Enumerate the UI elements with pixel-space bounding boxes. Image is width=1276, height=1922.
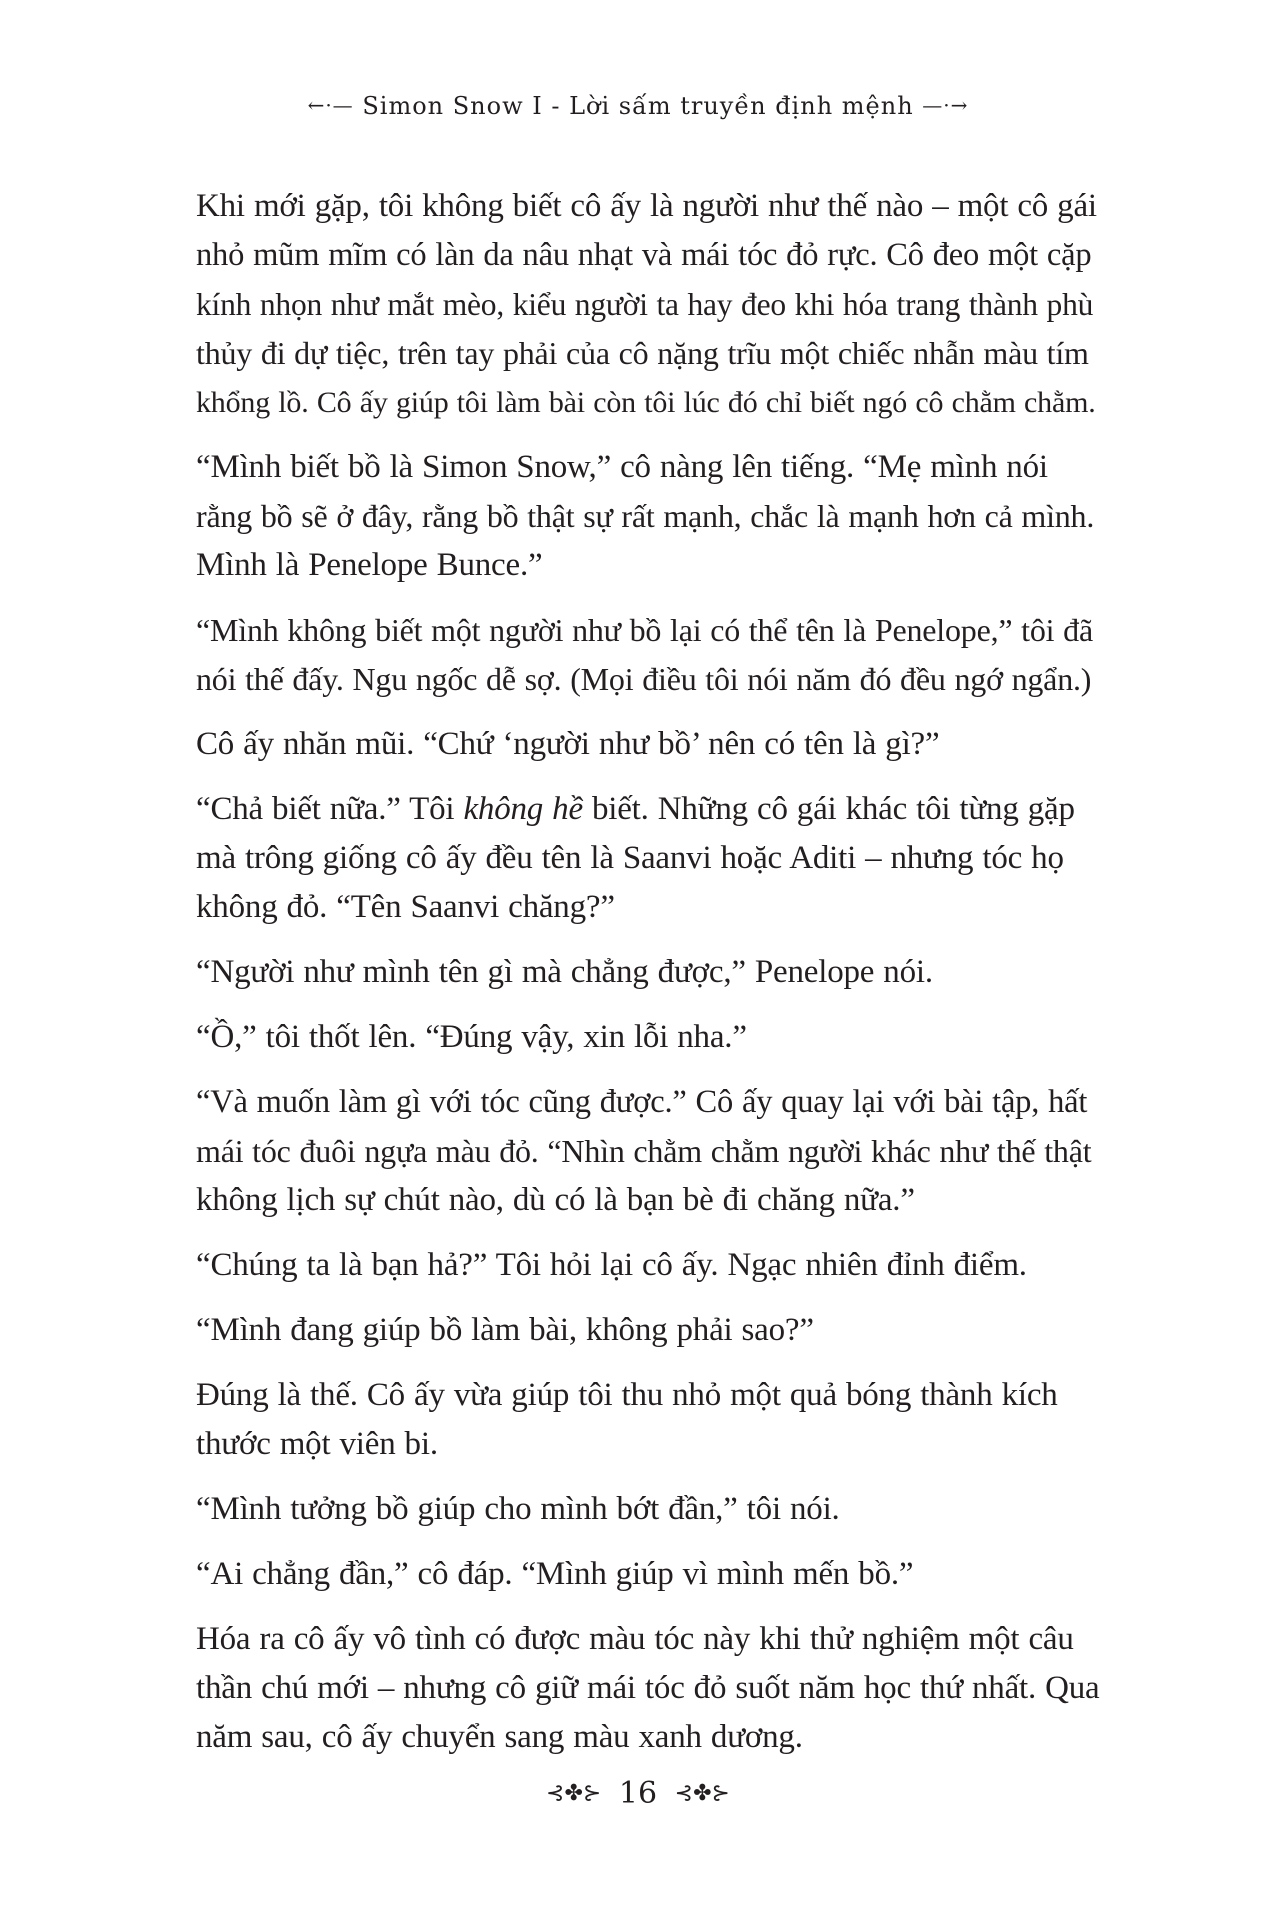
text-line: kính nhọn như mắt mèo, kiểu người ta hay đeo khi hóa trang thành phù <box>196 287 1094 322</box>
paragraph-10 <box>196 1306 1099 1355</box>
text-line: “Và muốn làm gì với tóc cũng được.” Cô ấy quay lại với bài tập, hất <box>196 1084 1088 1120</box>
text-line: Khi mới gặp, tôi không biết cô ấy là người như thế nào – một cô gái <box>196 188 1097 224</box>
text-line: rằng bồ sẽ ở đây, rằng bồ thật sự rất mạnh, chắc là mạnh hơn cả mình. <box>196 498 1095 534</box>
text-line: “Ai chẳng đần,” cô đáp. “Mình giúp vì mình mến bồ.” <box>196 1556 914 1592</box>
text-line: nói thế đấy. Ngu ngốc dễ sợ. (Mọi điều tôi nói năm đó đều ngớ ngẩn.) <box>196 661 1092 697</box>
paragraph-7 <box>196 1013 1099 1062</box>
text-line: “Chúng ta là bạn hả?” Tôi hỏi lại cô ấy. Ngạc nhiên đỉnh điểm. <box>196 1247 1027 1283</box>
emphasized-text: không hề <box>463 791 583 827</box>
paragraph-2 <box>196 443 1099 590</box>
text-line: năm sau, cô ấy chuyển sang màu xanh dương. <box>196 1719 803 1755</box>
header-left-ornament: ←·— <box>307 93 354 117</box>
text-line: “Ồ,” tôi thốt lên. “Đúng vậy, xin lỗi nha.” <box>196 1019 747 1055</box>
paragraph-6 <box>196 948 1099 997</box>
paragraph-8 <box>196 1078 1099 1225</box>
header-title: Simon Snow I - Lời sấm truyền định mệnh <box>362 92 914 120</box>
text-line: thần chú mới – nhưng cô giữ mái tóc đỏ suốt năm học thứ nhất. Qua <box>196 1670 1100 1706</box>
text-line: “Mình tưởng bồ giúp cho mình bớt đần,” tôi nói. <box>196 1491 840 1527</box>
paragraph-5 <box>196 785 1099 932</box>
page-body <box>196 182 1099 1778</box>
text-line: “Mình biết bồ là Simon Snow,” cô nàng lên tiếng. “Mẹ mình nói <box>196 449 1048 485</box>
text-line: mái tóc đuôi ngựa màu đỏ. “Nhìn chằm chằm người khác như thế thật <box>196 1133 1092 1169</box>
text-line: khổng lồ. Cô ấy giúp tôi làm bài còn tôi lúc đó chỉ biết ngó cô chằm chằm. <box>196 386 1096 419</box>
paragraph-4 <box>196 720 1099 769</box>
footer-right-ornament: ⊰✤⊱ <box>674 1781 730 1806</box>
text-line: Cô ấy nhăn mũi. “Chứ ‘người như bồ’ nên có tên là gì?” <box>196 726 940 762</box>
text-line: nhỏ mũm mĩm có làn da nâu nhạt và mái tóc đỏ rực. Cô đeo một cặp <box>196 237 1092 273</box>
text-segment: “Chả biết nữa.” Tôi <box>196 791 464 827</box>
text-line: Đúng là thế. Cô ấy vừa giúp tôi thu nhỏ một quả bóng thành kích <box>196 1377 1058 1413</box>
paragraph-1 <box>196 182 1099 427</box>
paragraph-11 <box>196 1371 1099 1469</box>
text-line: “Mình không biết một người như bồ lại có thể tên là Penelope,” tôi đã <box>196 612 1093 648</box>
text-line: thước một viên bi. <box>196 1426 438 1462</box>
text-segment: biết. Những cô gái khác tôi từng gặp <box>582 791 1075 827</box>
text-line: không đỏ. “Tên Saanvi chăng?” <box>196 889 615 925</box>
paragraph-13 <box>196 1550 1099 1599</box>
running-header <box>0 92 1276 120</box>
text-line <box>196 785 1099 834</box>
text-line: “Người như mình tên gì mà chẳng được,” Penelope nói. <box>196 954 933 990</box>
page-number: 16 <box>618 1776 658 1811</box>
text-line: không lịch sự chút nào, dù có là bạn bè đi chăng nữa.” <box>196 1182 915 1218</box>
text-line: thủy đi dự tiệc, trên tay phải của cô nặng trĩu một chiếc nhẫn màu tím <box>196 335 1089 371</box>
paragraph-9 <box>196 1241 1099 1290</box>
paragraph-3 <box>196 606 1099 704</box>
text-line: Hóa ra cô ấy vô tình có được màu tóc này khi thử nghiệm một câu <box>196 1621 1074 1657</box>
text-line: Mình là Penelope Bunce.” <box>196 547 543 583</box>
header-right-ornament: —·→ <box>922 93 969 117</box>
text-line: “Mình đang giúp bồ làm bài, không phải sao?” <box>196 1312 814 1348</box>
text-line: mà trông giống cô ấy đều tên là Saanvi hoặc Aditi – nhưng tóc họ <box>196 840 1064 876</box>
page-footer <box>0 1776 1276 1811</box>
paragraph-12 <box>196 1485 1099 1534</box>
footer-left-ornament: ⊰✤⊱ <box>546 1781 602 1806</box>
paragraph-14 <box>196 1615 1099 1762</box>
